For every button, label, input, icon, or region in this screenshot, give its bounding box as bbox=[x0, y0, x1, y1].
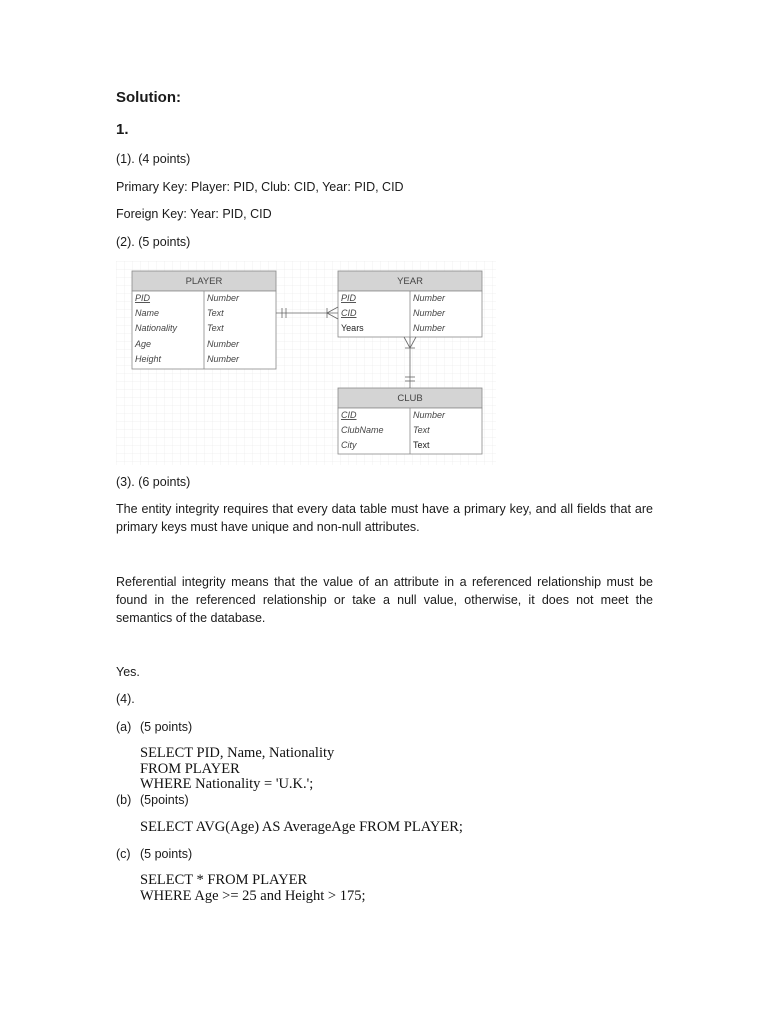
sql-line: SELECT AVG(Age) AS AverageAge FROM PLAYER; bbox=[140, 819, 463, 835]
entity-integrity-paragraph: The entity integrity requires that every data table must have a primary key, and all fields that are primary keys must have unique and non-null attributes. bbox=[116, 502, 653, 534]
part4a-sql bbox=[140, 746, 334, 793]
part4c-points: (5 points) bbox=[140, 847, 193, 861]
player-field-name: Name bbox=[135, 308, 160, 318]
player-field-type: Number bbox=[207, 339, 240, 349]
part3-label: (3). (6 points) bbox=[116, 475, 191, 489]
year-field-name: CID bbox=[341, 308, 357, 318]
primary-key-text: Primary Key: Player: PID, Club: CID, Year: PID, CID bbox=[116, 180, 404, 194]
part4a-marker: (a) bbox=[116, 720, 132, 734]
sql-line: WHERE Age >= 25 and Height > 175; bbox=[140, 887, 366, 904]
part4c-sql bbox=[140, 873, 366, 904]
part4c-marker: (c) bbox=[116, 847, 131, 861]
club-field-type: Number bbox=[413, 410, 446, 420]
question-number: 1. bbox=[116, 121, 129, 138]
year-entity bbox=[338, 271, 482, 337]
part4a-points: (5 points) bbox=[140, 720, 193, 734]
year-title: YEAR bbox=[397, 276, 423, 287]
part2-label: (2). (5 points) bbox=[116, 235, 191, 249]
part4-label: (4). bbox=[116, 692, 135, 706]
sql-line: SELECT * FROM PLAYER bbox=[140, 872, 308, 888]
club-field-name: CID bbox=[341, 410, 357, 420]
player-field-name: PID bbox=[135, 293, 151, 303]
part1-label: (1). (4 points) bbox=[116, 152, 191, 166]
club-title: CLUB bbox=[397, 393, 423, 404]
player-field-type: Number bbox=[207, 293, 240, 303]
sql-line: FROM PLAYER bbox=[140, 760, 240, 777]
year-field-type: Number bbox=[413, 293, 446, 303]
player-entity bbox=[132, 271, 276, 369]
part4b-marker: (b) bbox=[116, 793, 132, 807]
player-field-name: Height bbox=[135, 354, 162, 364]
part4b-points: (5points) bbox=[140, 793, 189, 807]
part3-answer: Yes. bbox=[116, 665, 140, 679]
sql-line: WHERE Nationality = 'U.K.'; bbox=[140, 776, 314, 792]
part4b-sql bbox=[140, 820, 463, 836]
player-field-name: Nationality bbox=[135, 323, 178, 333]
club-field-type: Text bbox=[413, 425, 430, 435]
club-field-name: City bbox=[341, 440, 357, 450]
solution-heading: Solution: bbox=[116, 89, 181, 106]
er-diagram bbox=[116, 261, 496, 465]
year-field-name: Years bbox=[341, 323, 364, 333]
player-title: PLAYER bbox=[185, 276, 223, 287]
referential-integrity-paragraph: Referential integrity means that the value of an attribute in a referenced relationship must be found in the referenced relationship or take a null value, otherwise, it does not meet the semantics of the database. bbox=[116, 575, 653, 625]
sql-line: SELECT PID, Name, Nationality bbox=[140, 745, 335, 761]
player-field-type: Text bbox=[207, 323, 224, 333]
foreign-key-text: Foreign Key: Year: PID, CID bbox=[116, 207, 272, 221]
player-field-type: Text bbox=[207, 308, 224, 318]
club-entity bbox=[338, 388, 482, 454]
club-field-type: Text bbox=[413, 440, 430, 450]
year-field-type: Number bbox=[413, 308, 446, 318]
player-field-name: Age bbox=[135, 339, 152, 349]
player-field-type: Number bbox=[207, 354, 240, 364]
club-field-name: ClubName bbox=[341, 425, 384, 435]
year-field-name: PID bbox=[341, 293, 357, 303]
year-field-type: Number bbox=[413, 323, 446, 333]
